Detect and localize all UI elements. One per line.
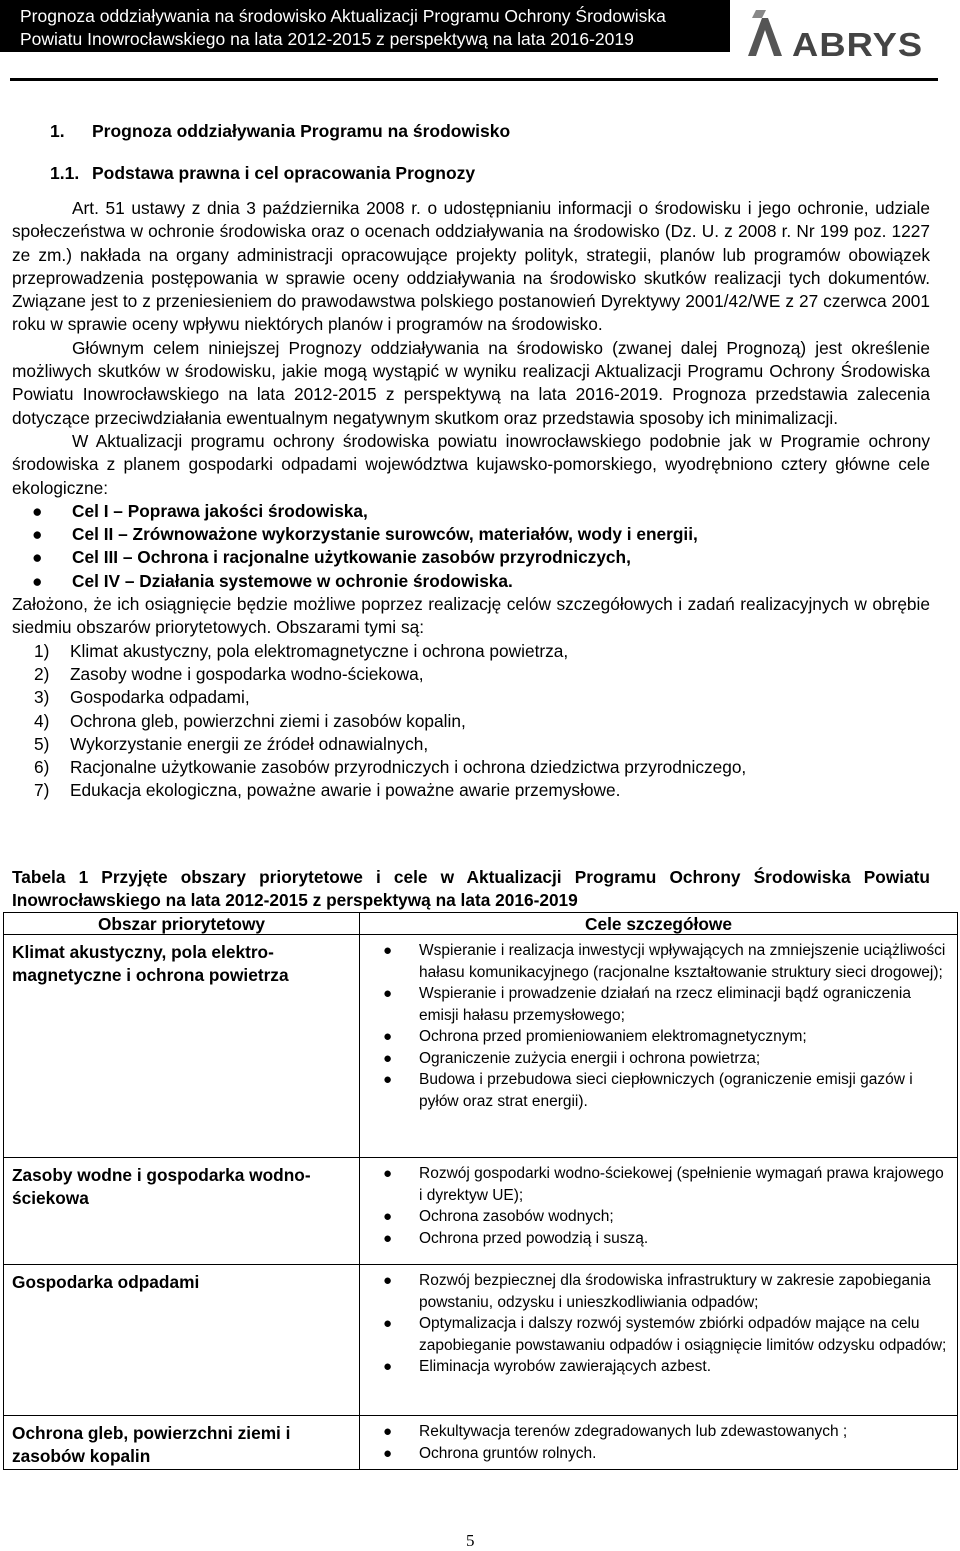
body-text <box>12 197 930 803</box>
section-heading <box>50 121 510 142</box>
bullet-icon: ● <box>383 1165 393 1182</box>
section-title: Prognoza oddziaływania Programu na środowisko <box>92 121 511 141</box>
bullet-icon: ● <box>32 500 43 521</box>
column-header-goals: Cele szczegółowe <box>360 913 958 935</box>
priority-areas-list <box>12 640 930 803</box>
logo-text: ABRYS <box>792 26 924 63</box>
table-cell-goals <box>360 935 958 1158</box>
goal-list <box>361 936 956 1126</box>
table-caption: Tabela 1 Przyjęte obszary priorytetowe i cele w Aktualizacji Programu Ochrony Środowiska Powiatu Inowrocławskiego na lata 2012-2015 z perspektywą na lata 2016-2019 <box>12 867 930 910</box>
table-cell-goals <box>360 1416 958 1470</box>
bullet-icon: ● <box>383 942 393 959</box>
table-cell-goals <box>360 1158 958 1265</box>
table-cell-area: Klimat akustyczny, pola elektro- magnetyczne i ochrona powietrza <box>4 935 360 1158</box>
area-item: 3) Gospodarka odpadami, <box>34 687 250 708</box>
list-item: ● Rozwój gospodarki wodno-ściekowej (spełnienie wymagań prawa krajowego i dyrektyw UE); <box>383 1165 944 1204</box>
area-item: 7) Edukacja ekologiczna, poważne awarie i poważne awarie przemysłowe. <box>34 780 621 801</box>
list-item: ● Ograniczenie zużycia energii i ochrona powietrza; <box>361 1048 948 1070</box>
bullet-icon: ● <box>383 1315 393 1332</box>
goal-list <box>361 1266 956 1392</box>
list-item: ● Ochrona gruntów rolnych. <box>361 1443 948 1465</box>
table-row <box>4 1265 958 1416</box>
list-item: ● Rekultywacja terenów zdegradowanych lub zdewastowanych ; <box>361 1421 948 1443</box>
table-header-row <box>4 913 958 935</box>
subsection-heading <box>50 163 475 184</box>
paragraph-legal-basis: Art. 51 ustawy z dnia 3 października 2008 r. o udostępnianiu informacji o środowisku i jego ochronie, udziale społeczeństwa w ochronie środowiska oraz o ocenach oddziaływania na środowisko (Dz. U. z 2008 r. Nr 199 poz. 1227 ze zm.) nakłada na organy administracji opracowujące projekty polityk, strategii, planów lub programów obowiązek przeprowadzenia postępowania w sprawie oceny oddziaływania na środowisko skutków realizacji tych dokumentów. Związane jest to z przeniesieniem do prawodawstwa polskiego postanowień Dyrektywy 2001/42/WE z 27 czerwca 2001 roku w sprawie oceny wpływu niektórych planów i programów na środowisko. <box>12 198 930 335</box>
table-row <box>4 935 958 1158</box>
table-cell-area: Gospodarka odpadami <box>4 1265 360 1416</box>
subsection-title: Podstawa prawna i cel opracowania Prognozy <box>92 163 476 183</box>
bullet-icon: ● <box>32 570 43 591</box>
ecological-goals-list <box>12 500 930 593</box>
table-cell-area: Zasoby wodne i gospodarka wodno-ściekowa <box>4 1158 360 1265</box>
subsection-number: 1.1. <box>50 163 80 183</box>
logo-mark-icon <box>742 10 790 66</box>
column-header-area: Obszar priorytetowy <box>4 913 360 935</box>
goal-list <box>361 1159 956 1263</box>
bullet-icon: ● <box>32 547 43 568</box>
header-title <box>20 5 710 51</box>
bullet-icon: ● <box>383 1208 393 1225</box>
area-item: 1) Klimat akustyczny, pola elektromagnetyczne i ochrona powietrza, <box>34 640 569 661</box>
bullet-icon: ● <box>383 1028 393 1045</box>
goal-item: ● Cel IV – Działania systemowe w ochronie środowiska. <box>12 570 930 593</box>
page-header <box>0 0 960 84</box>
header-divider <box>10 78 938 81</box>
list-item: ● Budowa i przebudowa sieci ciepłowniczych (ograniczenie emisji gazów i pyłów oraz strat energii). <box>383 1071 913 1110</box>
bullet-icon: ● <box>383 1358 393 1375</box>
header-title-line2: Powiatu Inowrocławskiego na lata 2012-2015 z perspektywą na lata 2016-2019 <box>20 29 634 49</box>
goal-list <box>361 1417 956 1468</box>
page-number: 5 <box>466 1531 475 1550</box>
bullet-icon: ● <box>383 1423 393 1440</box>
area-item: 2) Zasoby wodne i gospodarka wodno-ściekowa, <box>34 663 424 684</box>
list-item: ● Wspieranie i realizacja inwestycji wpływających na zmniejszenie uciążliwości hałasu komunikacyjnego (racjonalne kształtowanie struktury sieci drogowej); <box>383 942 946 981</box>
list-item: ● Ochrona przed powodzią i suszą. <box>361 1228 948 1250</box>
goal-item: ● Cel III – Ochrona i racjonalne użytkowanie zasobów przyrodniczych, <box>12 546 930 569</box>
paragraph-goals-intro: W Aktualizacji programu ochrony środowiska powiatu inowrocławskiego podobnie jak w Programie ochrony środowiska z planem gospodarki odpadami województwa kujawsko-pomorskiego, wyodrębniono cztery główne cele ekologiczne: <box>12 430 930 498</box>
paragraph-main-goal: Głównym celem niniejszej Prognozy oddziaływania na środowisko (zwanej dalej Prognozą) jest określenie możliwych skutków w środowisku, jakie mogą wystąpić w wyniku realizacji Aktualizacji Programu Ochrony Środowiska Powiatu Inowrocławskiego na lata 2012-2015 z perspektywą na lata 2016-2019. Prognoza przedstawia zalecenia dotyczące przeciwdziałania ewentualnym negatywnym skutkom oraz przedstawia sposoby ich minimalizacji. <box>12 337 930 428</box>
goal-item: ● Cel II – Zrównoważone wykorzystanie surowców, materiałów, wody i energii, <box>12 523 930 546</box>
section-number: 1. <box>50 121 65 141</box>
list-item: ● Ochrona przed promieniowaniem elektromagnetycznym; <box>361 1026 948 1048</box>
bullet-icon: ● <box>32 524 43 545</box>
priority-areas-table <box>3 912 958 1470</box>
bullet-icon: ● <box>383 1049 393 1067</box>
area-item: 5) Wykorzystanie energii ze źródeł odnawialnych, <box>34 733 429 754</box>
table-row <box>4 1416 958 1470</box>
list-item: ● Ochrona zasobów wodnych; <box>361 1206 948 1228</box>
table-cell-goals <box>360 1265 958 1416</box>
list-item: ● Rozwój bezpiecznej dla środowiska infrastruktury w zakresie zapobiegania powstaniu, odzysku i unieszkodliwiania odpadów; <box>383 1272 931 1311</box>
bullet-icon: ● <box>383 1071 393 1088</box>
table-cell-area: Ochrona gleb, powierzchni ziemi i zasobów kopalin <box>4 1416 360 1470</box>
goal-item: ● Cel I – Poprawa jakości środowiska, <box>12 500 930 523</box>
list-item: ● Wspieranie i prowadzenie działań na rzecz eliminacji bądź ograniczenia emisji hałasu przemysłowego; <box>383 985 911 1024</box>
list-item: ● Eliminacja wyrobów zawierających azbest. <box>361 1356 948 1378</box>
area-item: 4) Ochrona gleb, powierzchni ziemi i zasobów kopalin, <box>34 710 466 731</box>
bullet-icon: ● <box>383 1444 393 1462</box>
paragraph-areas-intro: Założono, że ich osiągnięcie będzie możliwe poprzez realizację celów szczegółowych i zadań realizacyjnych w obrębie siedmiu obszarów priorytetowych. Obszarami tymi są: <box>12 594 930 638</box>
area-item: 6) Racjonalne użytkowanie zasobów przyrodniczych i ochrona dziedzictwa przyrodniczego, <box>34 757 747 778</box>
company-logo <box>742 10 922 66</box>
bullet-icon: ● <box>383 985 393 1002</box>
header-title-line1: Prognoza oddziaływania na środowisko Aktualizacji Programu Ochrony Środowiska <box>20 6 666 26</box>
bullet-icon: ● <box>383 1229 393 1247</box>
list-item: ● Optymalizacja i dalszy rozwój systemów zbiórki odpadów mające na celu zapobieganie powstawaniu odpadów i osiągnięcie limitów odzysku odpadów; <box>383 1315 947 1354</box>
table-row <box>4 1158 958 1265</box>
bullet-icon: ● <box>383 1272 393 1289</box>
